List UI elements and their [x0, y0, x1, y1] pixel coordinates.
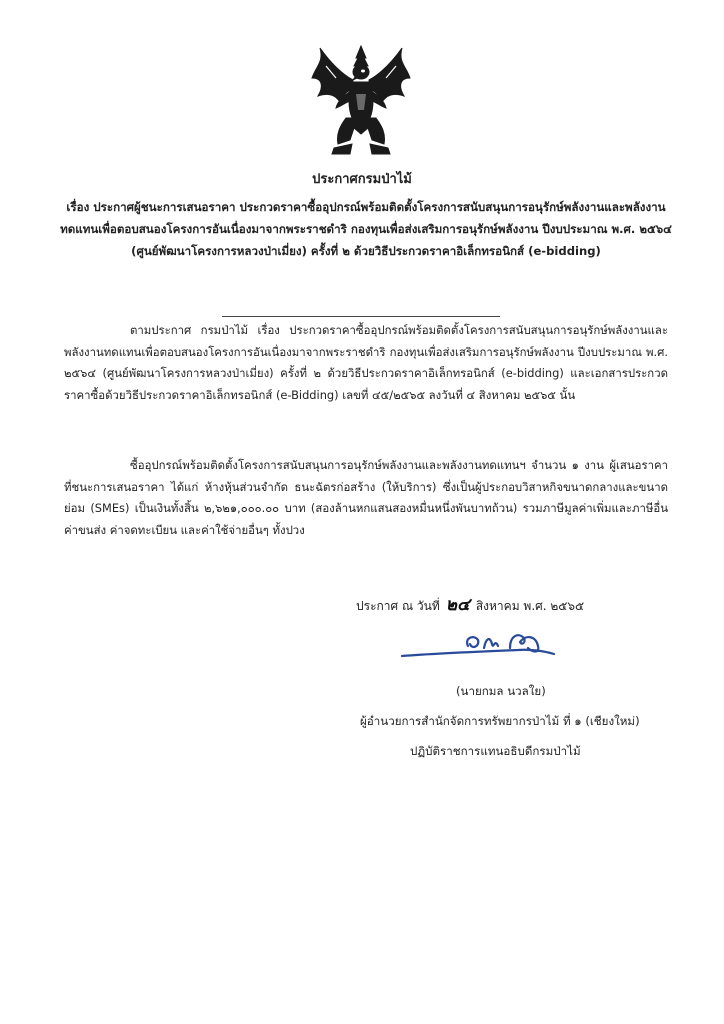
signer-position: ผู้อำนวยการสำนักจัดการทรัพยากรป่าไม้ ที่ ๑ (เชียงใหม่) [360, 714, 640, 728]
divider [222, 316, 500, 317]
date-month-year: สิงหาคม พ.ศ. ๒๕๖๕ [475, 599, 585, 613]
garuda-emblem [306, 44, 416, 156]
subject-label: เรื่อง [66, 200, 90, 214]
date-day: ๒๔ [445, 595, 470, 615]
paragraph-award: ซื้ออุปกรณ์พร้อมติดตั้งโครงการสนับสนุนการอนุรักษ์พลังงานและพลังงานทดแทนฯ จำนวน ๑ งาน ผู้เสนอราคาที่ชนะการเสนอราคา ได้แก่ ห้างหุ้นส่วนจำกัด ธนะฉัตรก่อสร้าง (ให้บริการ) ซึ่งเป็นผู้ประกอบวิสาหกิจขนาดกลางและขนาดย่อม (SMEs) เป็นเงินทั้งสิ้น ๒,๖๒๑,๐๐๐.๐๐ บาท (สองล้านหกแสนสองหมื่นหนึ่งพันบาทถ้วน) รวมภาษีมูลค่าเพิ่มและภาษีอื่น ค่าขนส่ง ค่าจดทะเบียน และค่าใช้จ่ายอื่นๆ ทั้งปวง [64, 458, 668, 537]
signer-acting: ปฏิบัติราชการแทนอธิบดีกรมป่าไม้ [410, 744, 581, 758]
handwritten-signature [398, 624, 558, 670]
signer-name: (นายกมล นวลใย) [456, 684, 546, 698]
document-title: ประกาศกรมป่าไม้ [312, 172, 412, 187]
date-prefix: ประกาศ ณ วันที่ [356, 599, 440, 613]
subject-text: ประกาศผู้ชนะการเสนอราคา ประกวดราคาซื้ออุปกรณ์พร้อมติดตั้งโครงการสนับสนุนการอนุรักษ์พลังงานและพลังงานทดแทนเพื่อตอบสนองโครงการอันเนื่องมาจากพระราชดำริ กองทุนเพื่อส่งเสริมการอนุรักษ์พลังงาน ปีงบประมาณ พ.ศ. ๒๕๖๔ (ศูนย์พัฒนาโครงการหลวงป่าเมี่ยง) ครั้งที่ ๒ ด้วยวิธีประกวดราคาอิเล็กทรอนิกส์ (e-bidding) [60, 200, 672, 258]
signature-block [360, 676, 660, 766]
document-subject [60, 196, 672, 262]
paragraph-reference: ตามประกาศ กรมป่าไม้ เรื่อง ประกวดราคาซื้ออุปกรณ์พร้อมติดตั้งโครงการสนับสนุนการอนุรักษ์พลังงานและพลังงานทดแทนเพื่อตอบสนองโครงการอันเนื่องมาจากพระราชดำริ กองทุนเพื่อส่งเสริมการอนุรักษ์พลังงาน ปีงบประมาณ พ.ศ. ๒๕๖๔ (ศูนย์พัฒนาโครงการหลวงป่าเมี่ยง) ครั้งที่ ๒ ด้วยวิธีประกวดราคาอิเล็กทรอนิกส์ (e-bidding) และเอกสารประกวดราคาซื้อด้วยวิธีประกวดราคาอิเล็กทรอนิกส์ (e-Bidding) เลขที่ ๔๕/๒๕๖๕ ลงวันที่ ๔ สิงหาคม ๒๕๖๕ นั้น [64, 323, 668, 402]
announcement-date [356, 591, 584, 618]
